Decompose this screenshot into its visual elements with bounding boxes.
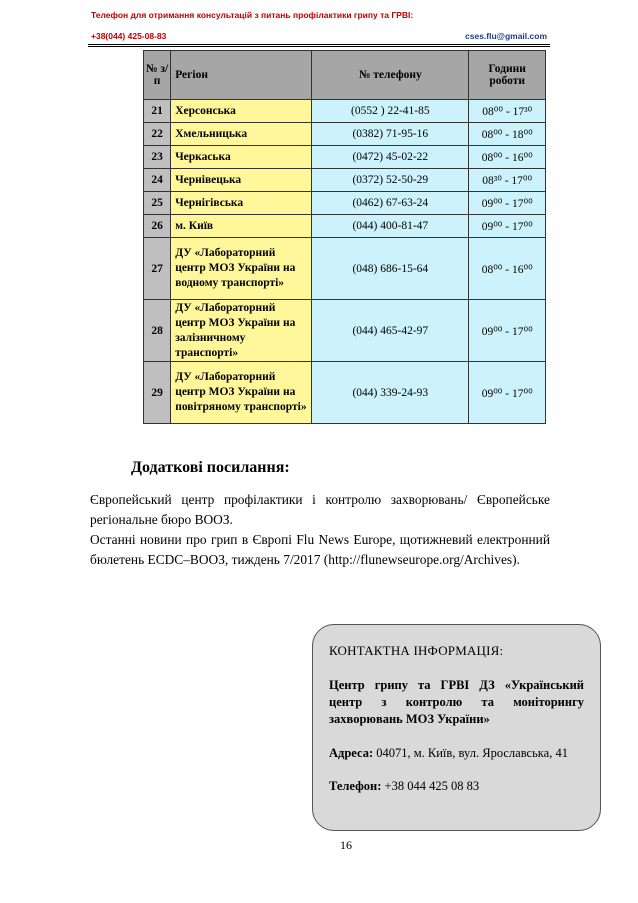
row-hours: 09⁰⁰ - 17⁰⁰ (469, 215, 546, 238)
row-num: 21 (144, 100, 171, 123)
col-header-phone: № телефону (312, 51, 469, 100)
links-paragraph-ecdc: Європейський центр профілактики і контролю захворювань/ Європейське регіональне бюро ВООЗ. (90, 492, 550, 527)
row-region: ДУ «Лабораторний центр МОЗ України на водному транспорті» (171, 238, 312, 300)
row-num: 29 (144, 362, 171, 424)
row-num: 24 (144, 169, 171, 192)
row-phone: (0372) 52-50-29 (312, 169, 469, 192)
table-row (144, 169, 546, 192)
contact-organization: Центр грипу та ГРВІ ДЗ «Український центр з контролю та моніторингу захворювань МОЗ України» (329, 678, 584, 726)
header-email[interactable]: cses.flu@gmail.com (465, 31, 547, 41)
row-hours: 09⁰⁰ - 17⁰⁰ (469, 192, 546, 215)
table-row (144, 100, 546, 123)
header-phone: +38(044) 425-08-83 (91, 31, 167, 41)
table-row (144, 123, 546, 146)
row-num: 25 (144, 192, 171, 215)
row-hours: 09⁰⁰ - 17⁰⁰ (469, 300, 546, 362)
contact-address-label: Адреса: (329, 746, 374, 760)
contact-phone-value: +38 044 425 08 83 (384, 779, 480, 793)
col-header-region: Регіон (171, 51, 312, 100)
col-header-num: № з/п (144, 51, 171, 100)
table-row (144, 192, 546, 215)
row-region: Хмельницька (171, 123, 312, 146)
contact-title: КОНТАКТНА ІНФОРМАЦІЯ: (329, 643, 504, 658)
contact-phone-label: Телефон: (329, 779, 382, 793)
table-row (144, 300, 546, 362)
row-hours: 09⁰⁰ - 17⁰⁰ (469, 362, 546, 424)
col-header-hours: Години роботи (469, 51, 546, 100)
regional-phones-table (143, 50, 546, 424)
row-phone: (048) 686-15-64 (312, 238, 469, 300)
contact-address (329, 746, 584, 761)
row-hours: 08³⁰ - 17⁰⁰ (469, 169, 546, 192)
row-num: 26 (144, 215, 171, 238)
row-hours: 08⁰⁰ - 16⁰⁰ (469, 238, 546, 300)
row-region: м. Київ (171, 215, 312, 238)
row-num: 27 (144, 238, 171, 300)
row-hours: 08⁰⁰ - 17³⁰ (469, 100, 546, 123)
header-title: Телефон для отримання консультацій з питань профілактики грипу та ГРВІ: (91, 10, 414, 20)
row-region: Черкаська (171, 146, 312, 169)
additional-links-heading: Додаткові посилання: (131, 459, 290, 476)
row-hours: 08⁰⁰ - 18⁰⁰ (469, 123, 546, 146)
table-row (144, 215, 546, 238)
row-phone: (0552 ) 22-41-85 (312, 100, 469, 123)
additional-links-body (90, 490, 550, 570)
row-region: Херсонська (171, 100, 312, 123)
row-num: 22 (144, 123, 171, 146)
row-region: Чернігівська (171, 192, 312, 215)
contact-phone (329, 779, 584, 794)
links-paragraph-flunews: Останні новини про грип в Європі Flu News Europe, щотижневий електронний бюлетень ECDC–ВООЗ, тиждень 7/2017 (http://flunewseurope.org/Archives). (90, 532, 550, 567)
row-phone: (044) 339-24-93 (312, 362, 469, 424)
row-region: ДУ «Лабораторний центр МОЗ України на повітряному транспорті» (171, 362, 312, 424)
table-row (144, 362, 546, 424)
row-hours: 08⁰⁰ - 16⁰⁰ (469, 146, 546, 169)
header-divider (88, 44, 550, 47)
contact-address-value: 04071, м. Київ, вул. Ярославська, 41 (376, 746, 568, 760)
row-num: 28 (144, 300, 171, 362)
table-row (144, 146, 546, 169)
row-region: Чернівецька (171, 169, 312, 192)
row-num: 23 (144, 146, 171, 169)
page-number: 16 (340, 838, 352, 852)
row-phone: (044) 465-42-97 (312, 300, 469, 362)
contact-info-box (312, 624, 601, 831)
table-row (144, 238, 546, 300)
row-phone: (0462) 67-63-24 (312, 192, 469, 215)
row-region: ДУ «Лабораторний центр МОЗ України на залізничному транспорті» (171, 300, 312, 362)
row-phone: (0382) 71-95-16 (312, 123, 469, 146)
row-phone: (0472) 45-02-22 (312, 146, 469, 169)
table-header-row (144, 51, 546, 100)
row-phone: (044) 400-81-47 (312, 215, 469, 238)
